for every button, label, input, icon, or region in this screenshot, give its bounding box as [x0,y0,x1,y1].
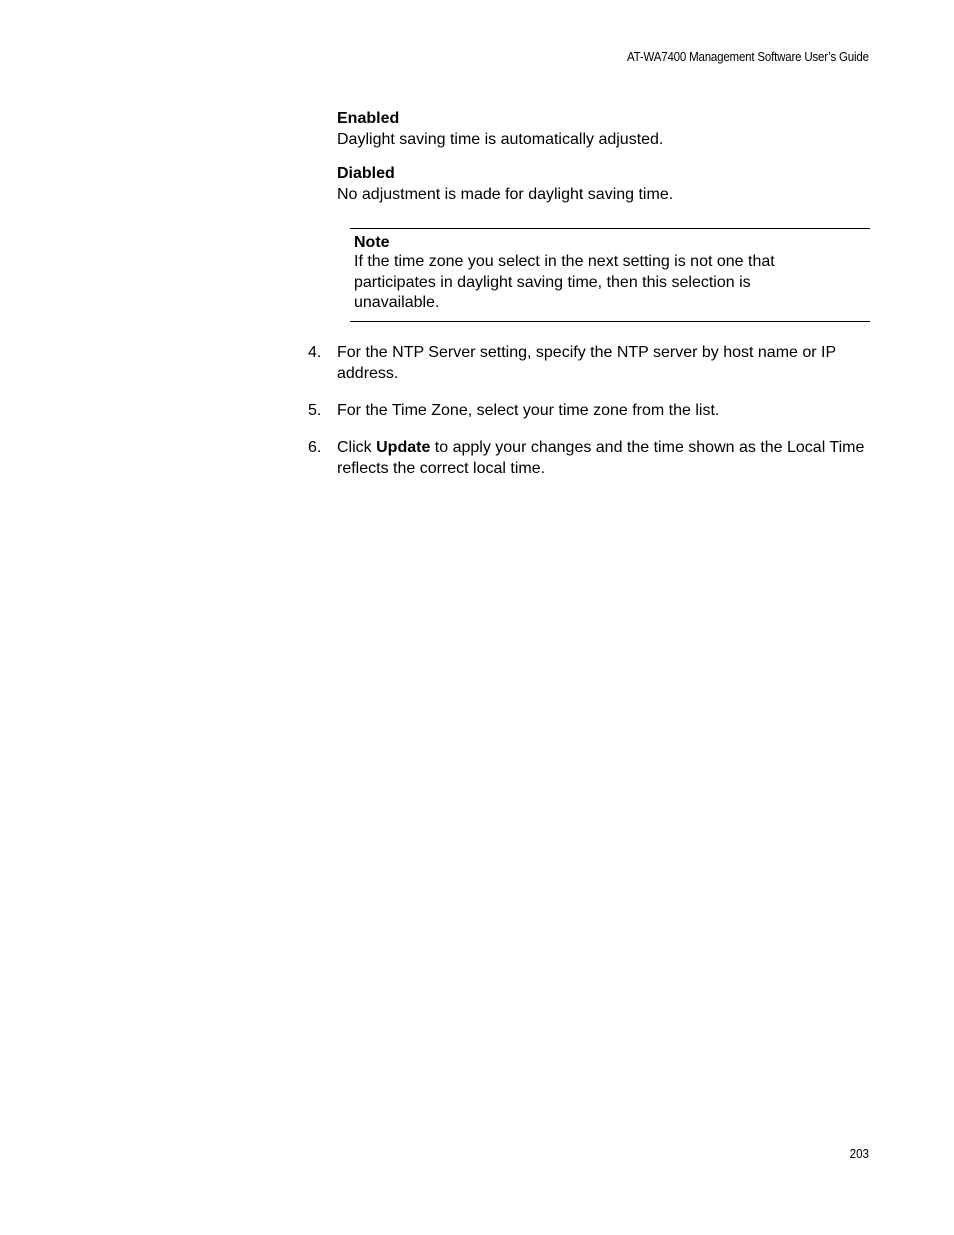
definition-term: Diabled [337,165,395,182]
step-text-prefix: Click [337,439,377,456]
definition-description: No adjustment is made for daylight saving time. [337,186,674,203]
note-box [350,228,870,322]
step-number: 5. [308,402,322,419]
step-text: For the NTP Server setting, specify the NTP server by host name or IP address. [337,344,836,382]
step-text-suffix: to apply your changes and the time shown as the Local Time reflects the correct local time. [337,439,865,477]
definition-enabled [337,108,870,150]
step-text: For the Time Zone, select your time zone from the list. [337,402,720,419]
definition-description: Daylight saving time is automatically adjusted. [337,131,664,148]
definition-term: Enabled [337,110,400,127]
running-header: AT-WA7400 Management Software User’s Guide [627,50,869,64]
update-button-reference: Update [376,439,431,456]
page-number: 203 [849,1147,869,1161]
note-body: If the time zone you select in the next setting is not one that participates in daylight saving time, then this selection is unavailable. [354,253,775,312]
step-text [337,437,872,479]
step-number: 4. [308,344,322,361]
step-number: 6. [308,439,322,456]
definition-disabled [337,163,870,205]
note-title: Note [354,234,390,251]
